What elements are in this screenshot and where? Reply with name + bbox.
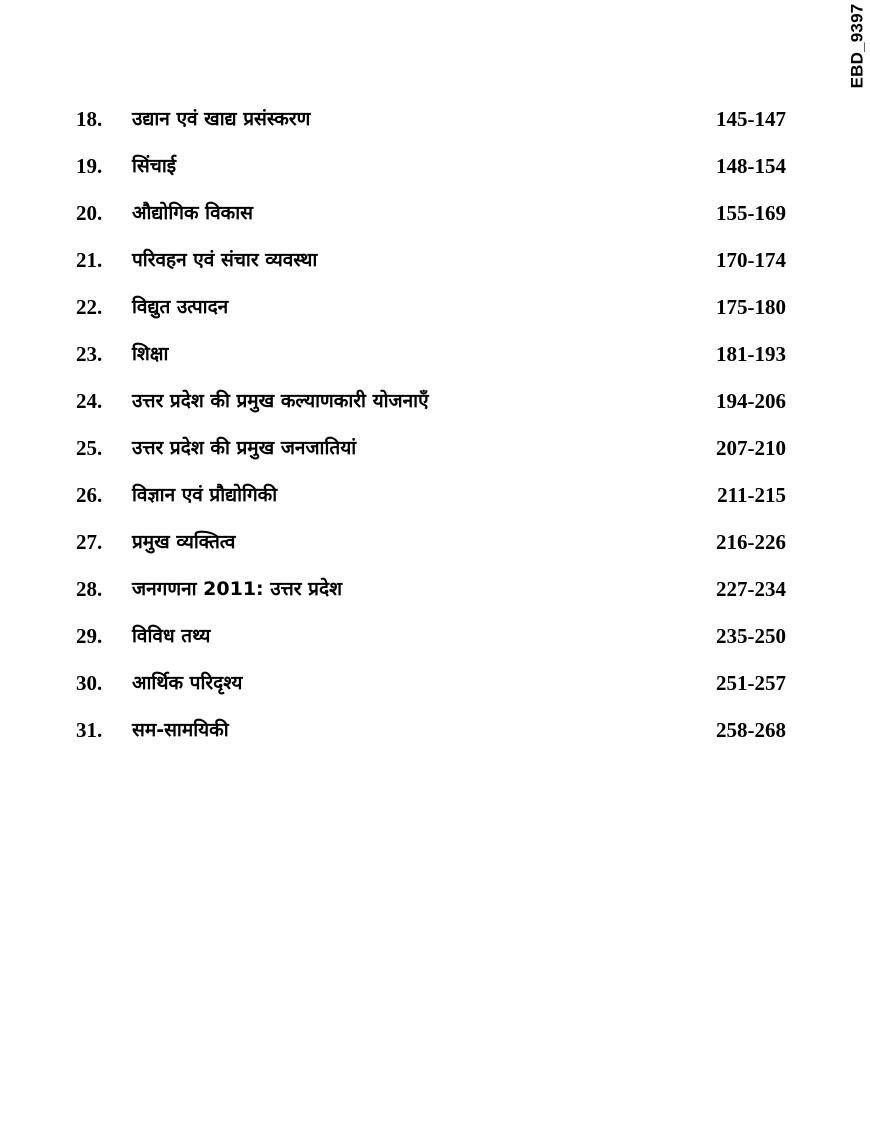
toc-row — [76, 241, 786, 288]
toc-row — [76, 288, 786, 335]
page-range: 145-147 — [716, 107, 786, 131]
page-range: 194-206 — [716, 389, 786, 413]
chapter-title: प्रमुख व्यक्तित्व — [132, 531, 236, 553]
chapter-number: 21. — [76, 248, 103, 272]
chapter-title: उत्तर प्रदेश की प्रमुख कल्याणकारी योजनाएँ — [132, 390, 429, 412]
chapter-number: 31. — [76, 718, 103, 742]
chapter-title: सिंचाई — [132, 155, 177, 177]
chapter-title: उत्तर प्रदेश की प्रमुख जनजातियां — [132, 437, 357, 459]
toc-row — [76, 429, 786, 476]
chapter-title: विद्युत उत्पादन — [132, 296, 229, 318]
chapter-title: सम-सामयिकी — [132, 719, 229, 741]
chapter-number: 19. — [76, 154, 103, 178]
page-range: 207-210 — [716, 436, 786, 460]
document-code — [846, 0, 868, 92]
chapter-title: आर्थिक परिदृश्य — [132, 672, 243, 694]
toc-row — [76, 194, 786, 241]
toc-row — [76, 335, 786, 382]
page-range: 211-215 — [717, 483, 786, 507]
chapter-number: 30. — [76, 671, 103, 695]
chapter-title: जनगणना 2011: उत्तर प्रदेश — [132, 578, 342, 600]
chapter-number: 28. — [76, 577, 103, 601]
page-range: 227-234 — [716, 577, 786, 601]
toc-row — [76, 570, 786, 617]
toc-row — [76, 147, 786, 194]
chapter-title: विविध तथ्य — [132, 625, 211, 647]
chapter-number: 29. — [76, 624, 103, 648]
toc-row — [76, 711, 786, 758]
chapter-number: 22. — [76, 295, 103, 319]
chapter-title: विज्ञान एवं प्रौद्योगिकी — [132, 484, 278, 506]
page-range: 148-154 — [716, 154, 786, 178]
chapter-title: औद्योगिक विकास — [132, 202, 253, 224]
toc-row — [76, 617, 786, 664]
page-range: 216-226 — [716, 530, 786, 554]
chapter-number: 24. — [76, 389, 103, 413]
chapter-number: 18. — [76, 107, 103, 131]
toc-row — [76, 476, 786, 523]
toc-row — [76, 523, 786, 570]
toc-row — [76, 382, 786, 429]
chapter-title: परिवहन एवं संचार व्यवस्था — [132, 249, 318, 271]
chapter-number: 26. — [76, 483, 103, 507]
page-range: 251-257 — [716, 671, 786, 695]
document-code-text: EBD_9397 — [847, 3, 867, 89]
page-range: 170-174 — [716, 248, 786, 272]
chapter-title: उद्यान एवं खाद्य प्रसंस्करण — [132, 108, 311, 130]
page-range: 155-169 — [716, 201, 786, 225]
chapter-title: शिक्षा — [132, 343, 169, 365]
table-of-contents — [76, 100, 786, 758]
chapter-number: 23. — [76, 342, 103, 366]
page-range: 235-250 — [716, 624, 786, 648]
chapter-number: 27. — [76, 530, 103, 554]
chapter-number: 25. — [76, 436, 103, 460]
chapter-number: 20. — [76, 201, 103, 225]
page-range: 175-180 — [716, 295, 786, 319]
toc-row — [76, 664, 786, 711]
page-range: 258-268 — [716, 718, 786, 742]
toc-row — [76, 100, 786, 147]
page-range: 181-193 — [716, 342, 786, 366]
